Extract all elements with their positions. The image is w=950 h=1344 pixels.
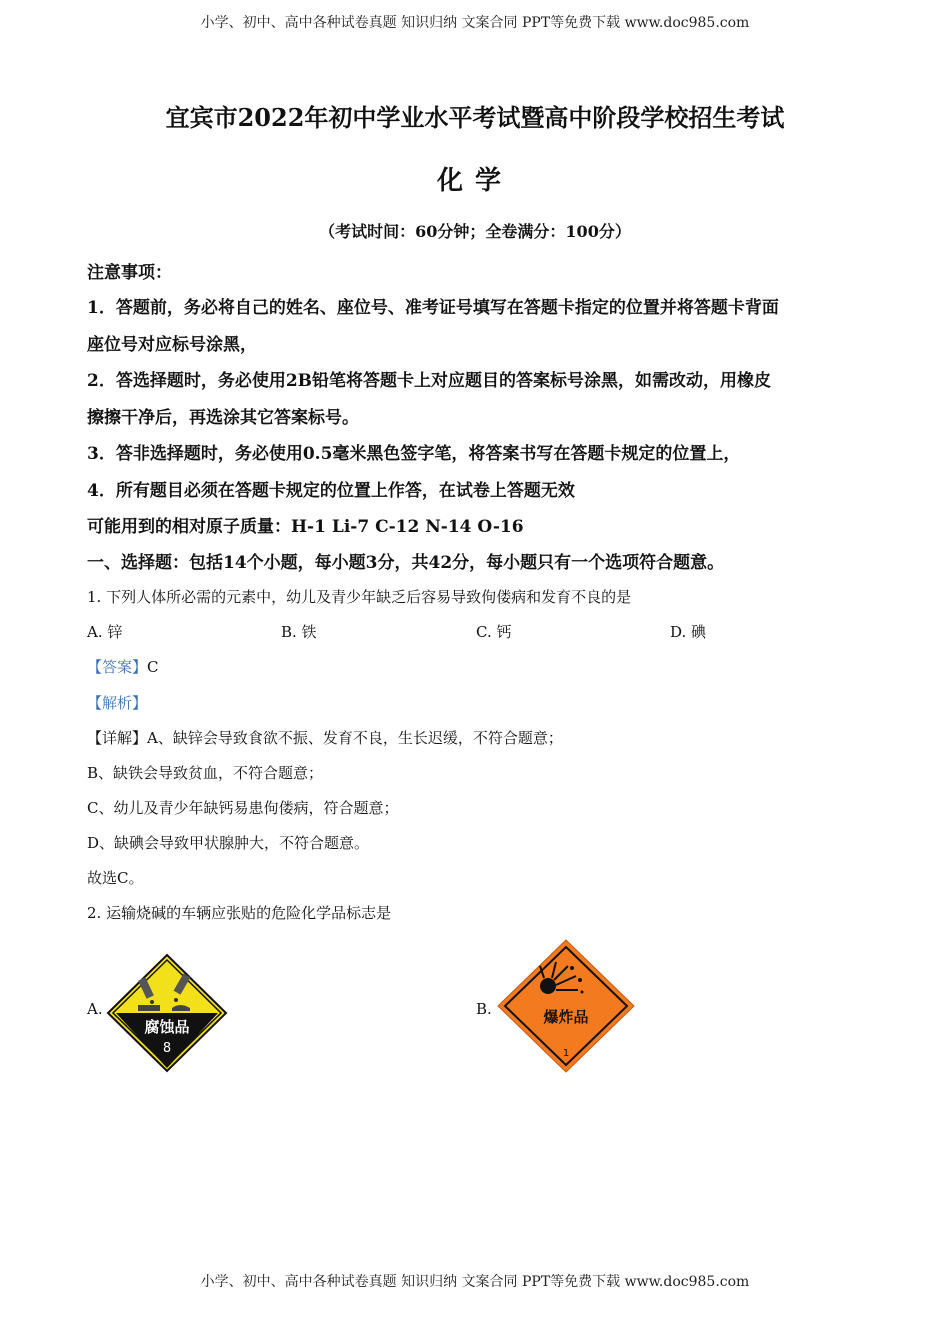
q1-detail-a-line bbox=[87, 727, 563, 748]
exam-time-info: （考试时间：60分钟；全卷满分：100分） bbox=[319, 222, 631, 241]
explosive-sign-text: 爆炸品 bbox=[543, 1008, 589, 1026]
note-item-3: 3．答非选择题时，务必使用0.5毫米黑色签字笔，将答案书写在答题卡规定的位置上， bbox=[87, 444, 741, 464]
q1-option-b: B. 铁 bbox=[281, 623, 317, 641]
explosive-sign bbox=[496, 938, 636, 1074]
notes-heading: 注意事项： bbox=[87, 263, 172, 283]
corrosive-sign bbox=[104, 952, 230, 1074]
section1-title: 一、选择题：包括14个小题，每小题3分，共42分，每小题只有一个选项符合题意。 bbox=[87, 553, 725, 573]
q1-conclusion: 故选C。 bbox=[87, 869, 144, 887]
note-item-1-line2: 座位号对应标号涂黑， bbox=[87, 335, 257, 355]
q1-answer: C bbox=[147, 658, 159, 676]
analysis-tag: 【解析】 bbox=[87, 694, 148, 712]
answer-tag: 【答案】 bbox=[87, 658, 148, 676]
q2-option-a-label: A. bbox=[87, 1000, 103, 1018]
q1-stem: 1. 下列人体所必需的元素中，幼儿及青少年缺乏后容易导致佝偻病和发育不良的是 bbox=[87, 588, 632, 606]
corrosive-sign-text: 腐蚀品 bbox=[144, 1018, 190, 1036]
note-item-4: 4．所有题目必须在答题卡规定的位置上作答，在试卷上答题无效 bbox=[87, 481, 575, 501]
q2-option-b-label: B. bbox=[476, 1000, 492, 1018]
explosive-sign-class: 1 bbox=[562, 1048, 570, 1059]
q1-detail-d: D、缺碘会导致甲状腺肿大，不符合题意。 bbox=[87, 834, 370, 852]
page-footer: 小学、初中、高中各种试卷真题 知识归纳 文案合同 PPT等免费下载 www.doc985.com bbox=[200, 1274, 750, 1290]
q1-detail-c: C、幼儿及青少年缺钙易患佝偻病，符合题意； bbox=[87, 799, 399, 817]
exam-title: 宜宾市2022年初中学业水平考试暨高中阶段学校招生考试 bbox=[165, 103, 785, 132]
subject-title: 化学 bbox=[436, 166, 513, 196]
q1-answer-line bbox=[87, 656, 159, 677]
q2-stem: 2. 运输烧碱的车辆应张贴的危险化学品标志是 bbox=[87, 904, 392, 922]
q1-detail-b: B、缺铁会导致贫血，不符合题意； bbox=[87, 764, 324, 782]
note-item-1-line1: 1．答题前，务必将自己的姓名、座位号、准考证号填写在答题卡指定的位置并将答题卡背面 bbox=[87, 298, 779, 318]
q1-option-a: A. 锌 bbox=[87, 623, 123, 641]
note-item-2-line2: 擦擦干净后，再选涂其它答案标号。 bbox=[87, 408, 359, 428]
q1-detail-a: A、缺锌会导致食欲不振、发育不良，生长迟缓，不符合题意； bbox=[147, 729, 563, 747]
q1-option-c: C. 钙 bbox=[476, 623, 512, 641]
q1-option-d: D. 碘 bbox=[670, 623, 707, 641]
atomic-mass-line: 可能用到的相对原子质量：H-1 Li-7 C-12 N-14 O-16 bbox=[87, 517, 524, 537]
note-item-2-line1: 2．答选择题时，务必使用2B铅笔将答题卡上对应题目的答案标号涂黑，如需改动，用橡皮 bbox=[87, 371, 772, 391]
detail-tag: 【详解】 bbox=[87, 729, 148, 747]
corrosive-sign-class: 8 bbox=[162, 1041, 172, 1056]
page-header: 小学、初中、高中各种试卷真题 知识归纳 文案合同 PPT等免费下载 www.doc985.com bbox=[200, 15, 750, 31]
